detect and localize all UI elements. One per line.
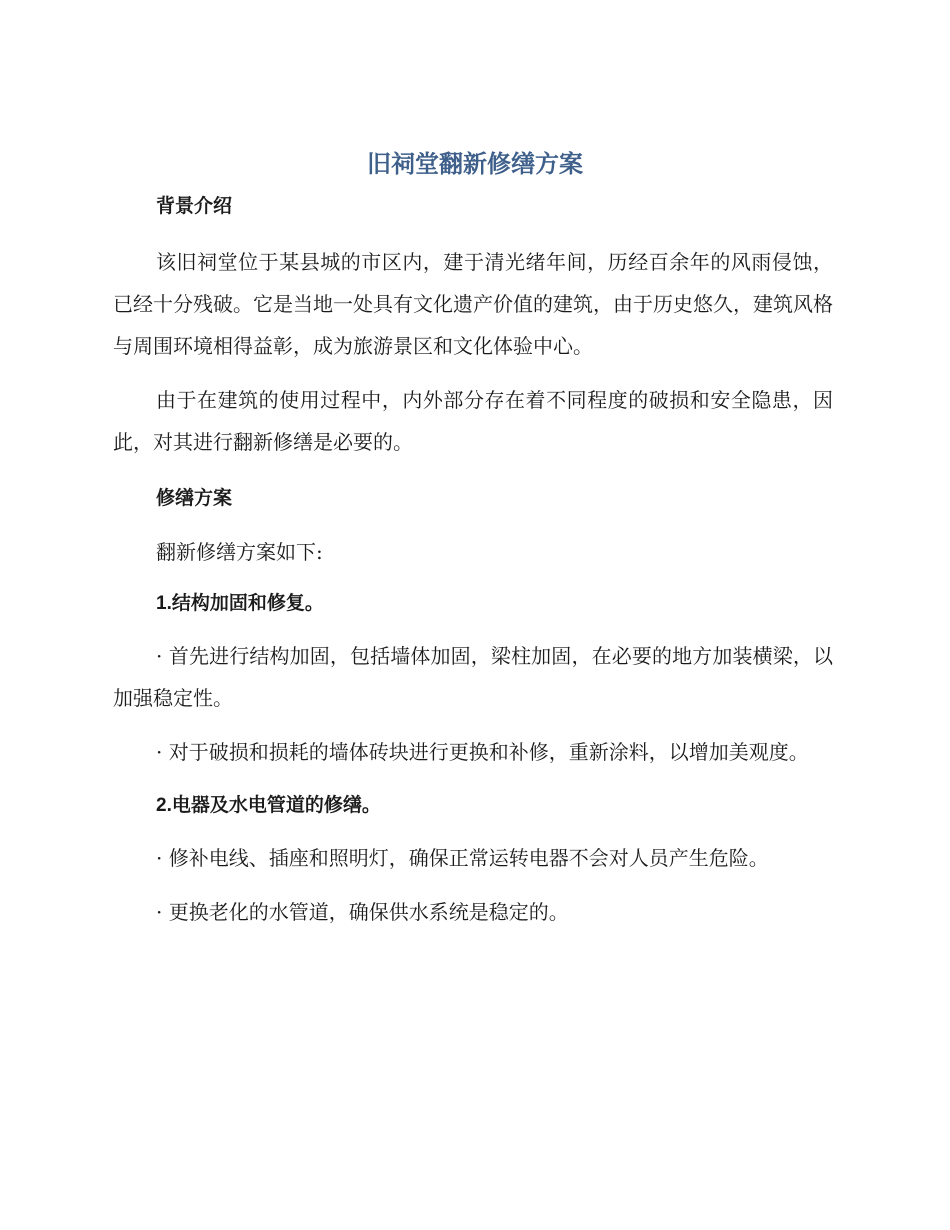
background-paragraph-1: 该旧祠堂位于某县城的市区内，建于清光绪年间，历经百余年的风雨侵蚀，已经十分残破。它是当地一处具有文化遗产价值的建筑，由于历史悠久，建筑风格与周围环境相得益彰，成为旅游景区和文化体验中心。 (113, 250, 833, 358)
plan-item-2-point-2: · 更换老化的水管道，确保供水系统是稳定的。 (156, 900, 569, 924)
background-paragraph-2: 由于在建筑的使用过程中，内外部分存在着不同程度的破损和安全隐患，因此，对其进行翻新修缮是必要的。 (113, 388, 833, 454)
document-title: 旧祠堂翻新修缮方案 (367, 150, 583, 178)
plan-item-1-point-2: · 对于破损和损耗的墙体砖块进行更换和补修，重新涂料，以增加美观度。 (156, 740, 809, 764)
plan-intro: 翻新修缮方案如下: (156, 540, 323, 564)
plan-item-title-1: 1.结构加固和修复。 (156, 593, 324, 614)
plan-item-1-point-1 (113, 635, 833, 719)
section-heading-plan: 修缮方案 (156, 487, 233, 509)
plan-item-title-2: 2.电器及水电管道的修缮。 (156, 795, 381, 816)
section-heading-background: 背景介绍 (156, 195, 233, 217)
document-body (113, 190, 833, 933)
plan-item-1-point-1-text: · 首先进行结构加固，包括墙体加固，梁柱加固，在必要的地方加装横梁，以加强稳定性。 (113, 644, 833, 710)
plan-item-2-point-1: · 修补电线、插座和照明灯，确保正常运转电器不会对人员产生危险。 (156, 846, 769, 870)
